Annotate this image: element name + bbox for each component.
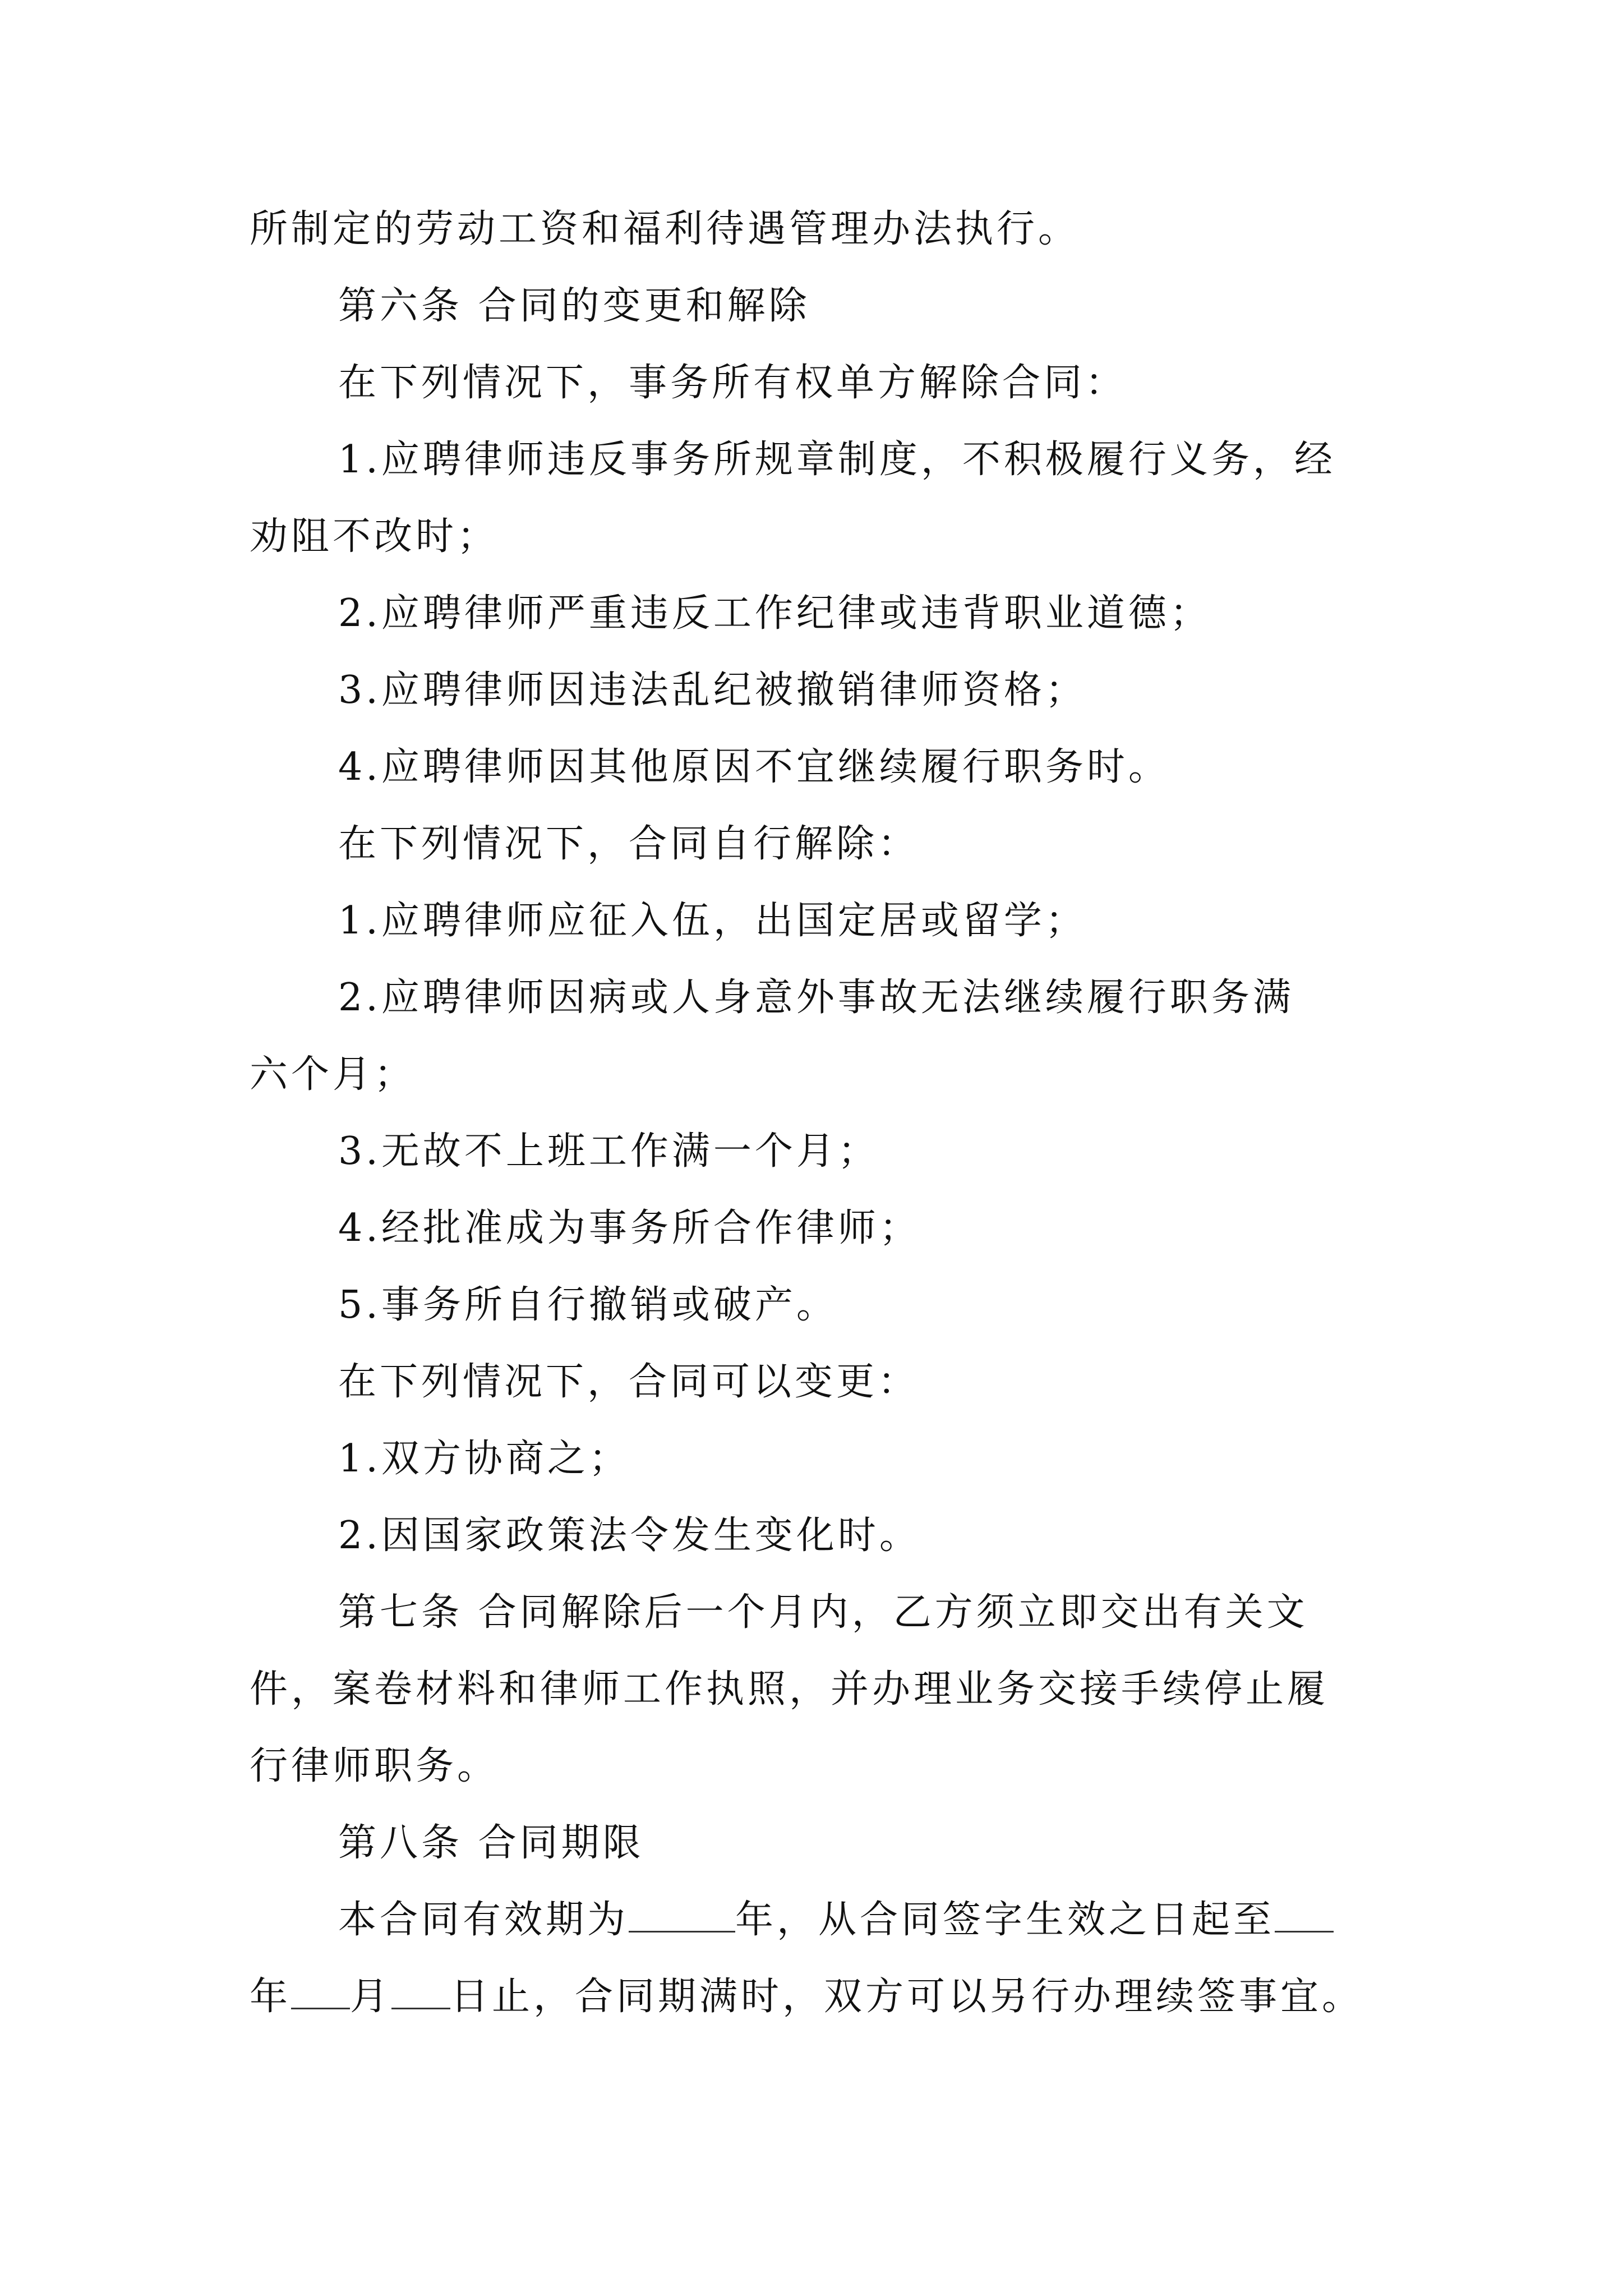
list-item: 3.应聘律师因违法乱纪被撤销律师资格；: [338, 668, 1087, 712]
blank-month-field[interactable]: [291, 1968, 350, 2009]
term-text: 本合同有效期为: [338, 1898, 629, 1942]
term-text: 日止，合同期满时，双方可以另行办理续签事宜。: [450, 1975, 1364, 2019]
list-item-continuation: 六个月；: [250, 1052, 416, 1097]
paragraph-line: 所制定的劳动工资和福利待遇管理办法执行。: [250, 207, 1080, 251]
blank-end-year-field[interactable]: [1275, 1892, 1334, 1932]
blank-day-field[interactable]: [391, 1968, 450, 2009]
paragraph-line: 件，案卷材料和律师工作执照，并办理业务交接手续停止履: [250, 1667, 1329, 1711]
term-line: [250, 1881, 1380, 1958]
list-item: 4.经批准成为事务所合作律师；: [338, 1206, 921, 1250]
article-heading: 第七条 合同解除后一个月内，乙方须立即交出有关文: [338, 1590, 1308, 1635]
list-item: 2.应聘律师严重违反工作纪律或违背职业道德；: [338, 591, 1211, 636]
list-item: 2.因国家政策法令发生变化时。: [338, 1513, 921, 1558]
list-item: 5.事务所自行撤销或破产。: [338, 1283, 838, 1327]
paragraph-line: 在下列情况下，合同可以变更：: [338, 1360, 920, 1404]
term-text: 月: [350, 1975, 392, 2019]
paragraph-line: 行律师职务。: [250, 1744, 499, 1788]
list-item: 4.应聘律师因其他原因不宜继续履行职务时。: [338, 745, 1170, 789]
list-item: 1.应聘律师违反事务所规章制度，不积极履行义务，经: [338, 438, 1336, 482]
paragraph-line: 在下列情况下，事务所有权单方解除合同：: [338, 361, 1127, 405]
term-text: 年，从合同签字生效之日起至: [735, 1898, 1275, 1942]
list-item: 1.双方协商之；: [338, 1437, 630, 1481]
paragraph-line: 在下列情况下，合同自行解除：: [338, 822, 920, 866]
term-text: 年: [250, 1975, 292, 2019]
article-heading: 第六条 合同的变更和解除: [338, 284, 810, 328]
article-heading: 第八条 合同期限: [338, 1821, 644, 1865]
list-item: 2.应聘律师因病或人身意外事故无法继续履行职务满: [338, 976, 1294, 1020]
list-item: 3.无故不上班工作满一个月；: [338, 1129, 879, 1174]
list-item: 1.应聘律师应征入伍，出国定居或留学；: [338, 899, 1087, 943]
document-body: [250, 191, 1380, 2035]
term-line: [250, 1958, 1380, 2035]
list-item-continuation: 劝阻不改时；: [250, 514, 499, 559]
blank-years-field[interactable]: [629, 1892, 735, 1932]
